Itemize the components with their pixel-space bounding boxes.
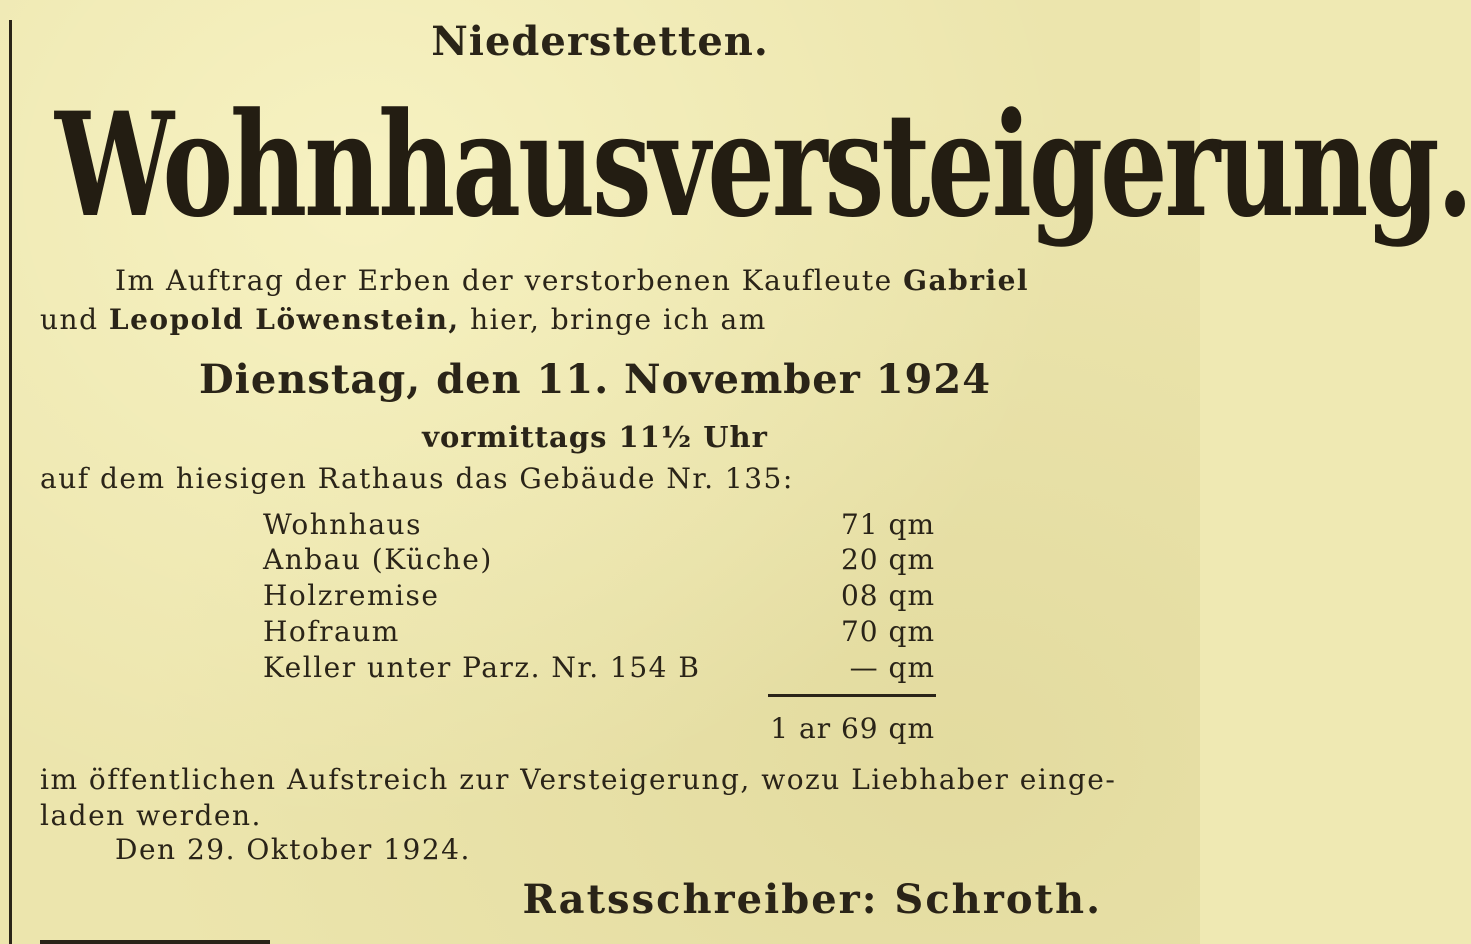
- intro-line-1: [115, 264, 1029, 297]
- intro-line-2-suffix: hier, bringe ich am: [459, 303, 767, 336]
- intro-line-1-text: Im Auftrag der Erben der verstorbenen Kaufleute: [115, 264, 904, 297]
- intro-line-2: [40, 303, 767, 336]
- sum-rule: [768, 694, 936, 697]
- bottom-rule: [40, 940, 270, 944]
- closing-line-1: im öffentlichen Aufstreich zur Versteigerung, wozu Liebhaber einge-: [40, 763, 1117, 796]
- announcement-headline: Wohnhausversteigerung.: [55, 80, 1471, 249]
- closing-line-2: laden werden.: [40, 799, 262, 832]
- area-row-value: 71 qm: [840, 508, 935, 541]
- area-row-label: Wohnhaus: [263, 508, 422, 541]
- area-row-label: Anbau (Küche): [263, 543, 493, 576]
- area-row-label: Holzremise: [263, 579, 440, 612]
- area-row-value: 08 qm: [840, 579, 935, 612]
- area-total: 1 ar 69 qm: [770, 712, 935, 745]
- location-line: auf dem hiesigen Rathaus das Gebäude Nr. 135:: [40, 462, 794, 495]
- area-row-label: Hofraum: [263, 615, 400, 648]
- auction-time: vormittags 11½ Uhr: [422, 420, 768, 454]
- area-row-label: Keller unter Parz. Nr. 154 B: [263, 651, 701, 684]
- area-row-value: 20 qm: [840, 543, 935, 576]
- area-row-value: — qm: [849, 651, 935, 684]
- place-heading: Niederstetten.: [431, 18, 769, 65]
- heir-name-leopold: Leopold Löwenstein,: [108, 303, 460, 336]
- auction-date: Dienstag, den 11. November 1924: [198, 356, 992, 403]
- column-rule: [9, 20, 12, 944]
- signature-line: Ratsschreiber: Schroth.: [522, 876, 1102, 923]
- date-line: Den 29. Oktober 1924.: [115, 833, 471, 866]
- intro-line-2-prefix: und: [40, 303, 109, 336]
- heir-name-gabriel: Gabriel: [903, 264, 1030, 297]
- area-row-value: 70 qm: [840, 615, 935, 648]
